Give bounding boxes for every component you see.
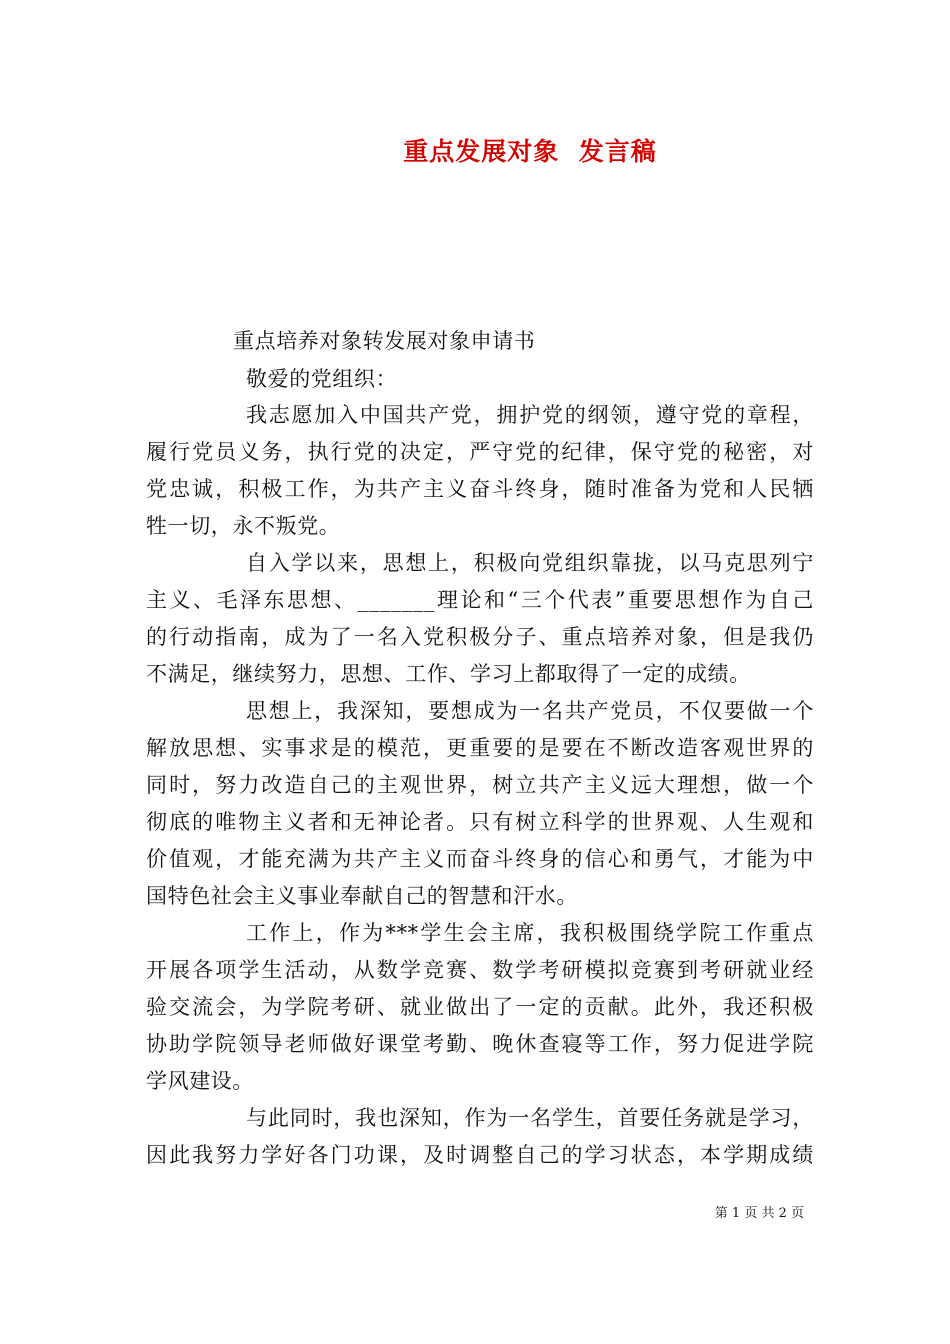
body-line: 验交流会，为学院考研、就业做出了一定的贡献。此外，我还积极 [146,995,814,1019]
body-line: 思想上，我深知，要想成为一名共产党员，不仅要做一个 [246,699,814,723]
body-line: 我志愿加入中国共产党，拥护党的纲领，遵守党的章程， [246,403,814,427]
subtitle: 重点培养对象转发展对象申请书 [233,329,536,353]
body-line: 与此同时，我也深知，作为一名学生，首要任务就是学习， [246,1106,814,1130]
body-line: 履行党员义务，执行党的决定，严守党的纪律，保守党的秘密，对 [146,440,814,464]
body-line: 的行动指南，成为了一名入党积极分子、重点培养对象，但是我仍 [146,625,814,649]
body-line: 主义、毛泽东思想、_______理论和“三个代表”重要思想作为自己 [146,588,814,612]
page-number: 第 1 页 共 2 页 [714,1206,804,1221]
body-line: 工作上，作为***学生会主席，我积极围绕学院工作重点 [246,921,814,945]
body-line: 不满足，继续努力，思想、工作、学习上都取得了一定的成绩。 [146,662,751,686]
body-line: 党忠诚，积极工作，为共产主义奋斗终身，随时准备为党和人民牺 [146,477,814,501]
body-line: 价值观，才能充满为共产主义而奋斗终身的信心和勇气，才能为中 [146,847,814,871]
body-line: 彻底的唯物主义者和无神论者。只有树立科学的世界观、人生观和 [146,810,814,834]
document-title: 重点发展对象 发言稿 [403,137,657,166]
body-line: 开展各项学生活动，从数学竞赛、数学考研模拟竞赛到考研就业经 [146,958,814,982]
body-line: 同时，努力改造自己的主观世界，树立共产主义远大理想，做一个 [146,773,814,797]
body-line: 因此我努力学好各门功课，及时调整自己的学习状态，本学期成绩 [146,1143,814,1167]
body-line: 学风建设。 [146,1069,254,1093]
body-line: 自入学以来，思想上，积极向党组织靠拢，以马克思列宁 [246,551,814,575]
body-line: 解放思想、实事求是的模范，更重要的是要在不断改造客观世界的 [146,736,814,760]
salutation: 敬爱的党组织： [246,367,398,391]
body-line: 国特色社会主义事业奉献自己的智慧和汗水。 [146,884,578,908]
body-line: 牲一切，永不叛党。 [146,514,341,538]
body-line: 协助学院领导老师做好课堂考勤、晚休查寝等工作，努力促进学院 [146,1032,814,1056]
